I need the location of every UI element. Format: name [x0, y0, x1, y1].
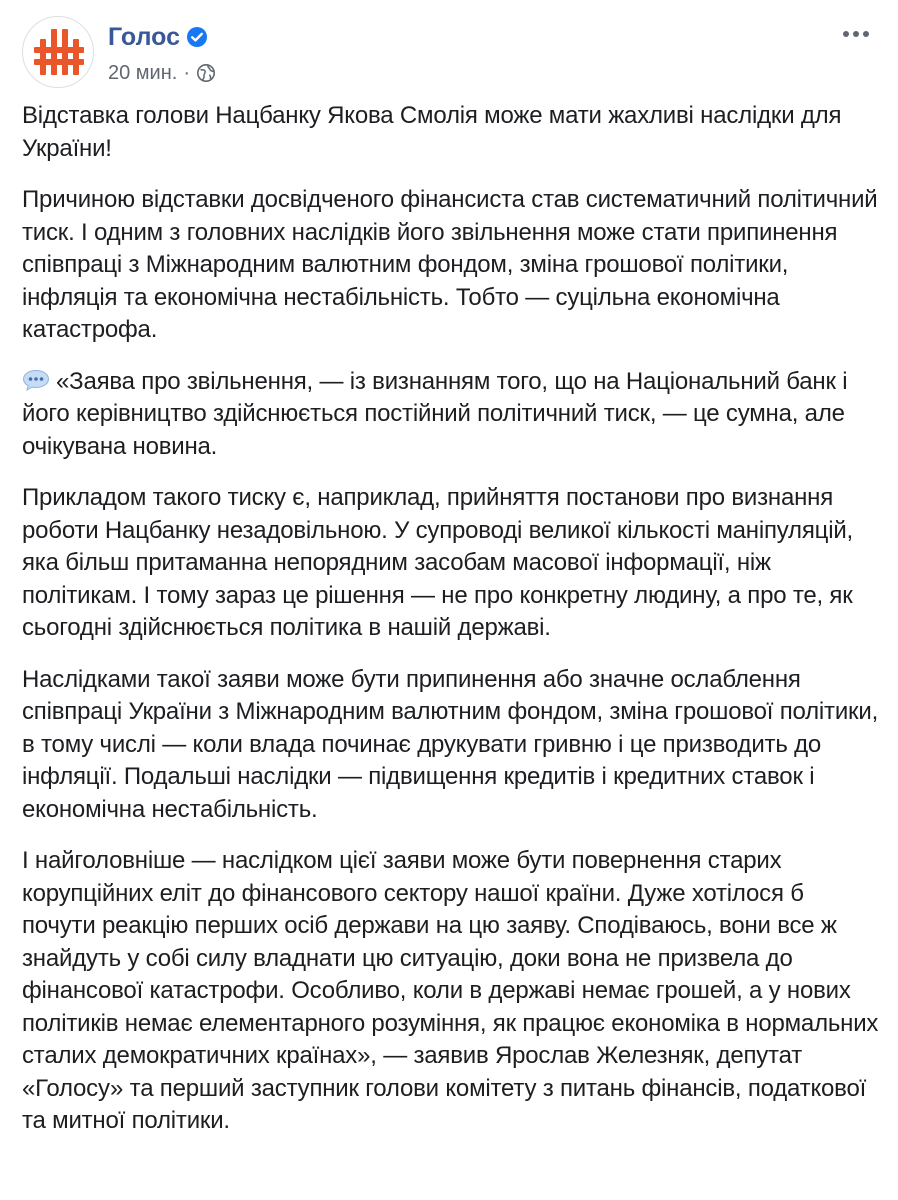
post-paragraph-quote [22, 366, 882, 464]
post-paragraph: Наслідками такої заяви може бути припинення або значне ослаблення співпраці України з Міжнародним валютним фондом, зміна грошової політики, в тому числі — коли влада починає друкувати гривню і це призводить до інфляції. Подальші наслідки — підвищення кредитів і кредитних ставок і економічна нестабільність. [22, 665, 879, 823]
post-header [22, 16, 876, 92]
post-meta [108, 61, 216, 85]
post-paragraph: І найголовніше — наслідком цієї заяви може бути повернення старих корупційних еліт до фінансового сектору нашої країни. Дуже хотілося б почути реакцію перших осіб держави на цю заяву. Сподіваюсь, вони все ж знайдуть у собі силу владнати цю ситуацію, доки вона не призвела до фінансової катастрофи. Особливо, коли в державі немає грошей, а у нових політиків немає елементарного розуміння, як працює економіка в нормальних сталих демократичних країнах», — заявив Ярослав Железняк, депутат «Голосу» та перший заступник голови комітету з питань фінансів, податкової та митної політики. [22, 847, 879, 1134]
more-dot [843, 31, 849, 37]
post-timestamp[interactable]: 20 мин. [108, 62, 178, 84]
quote-text: «Заява про звільнення, — із визнанням того, що на Національний банк і його керівництво здійснюється постійний політичний тиск, — це сумна, але очікувана новина. [22, 367, 848, 460]
verified-badge-icon [186, 26, 208, 48]
golos-logo-icon [23, 17, 94, 88]
post-paragraph: Причиною відставки досвідченого фінансиста став систематичний політичний тиск. І одним з головних наслідків його звільнення може стати припинення співпраці з Міжнародним валютним фондом, зміна грошової політики, інфляція та економічна нестабільність. Тобто — суцільна економічна катастрофа. [22, 186, 878, 343]
meta-separator: · [183, 62, 190, 84]
page-avatar[interactable] [22, 16, 94, 88]
more-dot [853, 31, 859, 37]
post-body [22, 100, 882, 1157]
more-dot [863, 31, 869, 37]
page-name-row [108, 22, 208, 52]
globe-icon[interactable] [196, 63, 216, 83]
post-paragraph: Відставка голови Нацбанку Якова Смолія може мати жахливі наслідки для України! [22, 102, 842, 162]
page-name-link[interactable]: Голос [108, 23, 180, 51]
speech-bubble-icon [22, 368, 50, 390]
more-options-icon[interactable] [836, 22, 876, 46]
post-paragraph: Прикладом такого тиску є, наприклад, прийняття постанови про визнання роботи Нацбанку незадовільною. У супроводі великої кількості маніпуляцій, яка більш притаманна непорядним засобам масової інформації, ніж політикам. І тому зараз це рішення — не про конкретну людину, а про те, як сьогодні здійснюється політика в нашій державі. [22, 484, 854, 641]
